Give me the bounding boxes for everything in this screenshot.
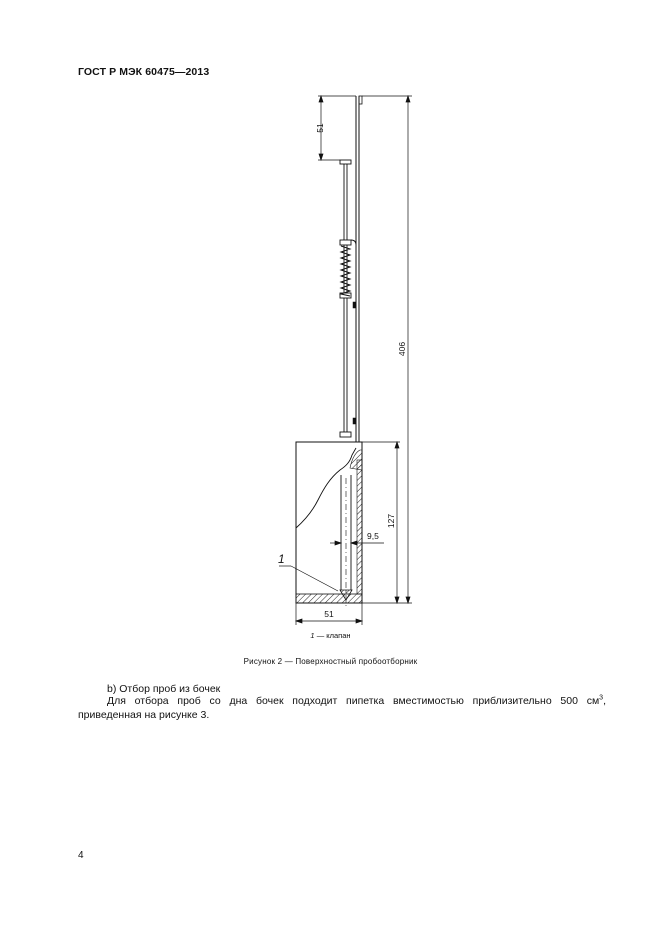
- body-paragraph: [78, 695, 606, 722]
- dim-container-height: 127: [386, 513, 396, 529]
- callout-number: 1: [278, 552, 285, 566]
- dimension-labels: [278, 123, 407, 619]
- paragraph-text-start: Для отбора проб со дна бочек подходит пипетка вместимостью приблизительно 500 см: [107, 695, 600, 707]
- spring: [341, 246, 350, 296]
- dim-total-height: 406: [397, 341, 407, 357]
- dimension-lines: [279, 96, 412, 625]
- sampler-container: [296, 442, 362, 606]
- figure-caption: Рисунок 2 — Поверхностный пробоотборник: [243, 657, 418, 666]
- dim-top-offset: 51: [315, 123, 325, 133]
- legend-text: — клапан: [316, 631, 351, 640]
- subsection-heading: b) Отбор проб из бочек: [107, 683, 221, 695]
- paragraph-text-end: , приведенная на рисунке 3.: [78, 695, 606, 721]
- plunger-stem: [340, 160, 356, 437]
- standard-header: ГОСТ Р МЭК 60475—2013: [78, 66, 210, 78]
- figure-legend: [0, 631, 661, 640]
- legend-number: 1: [310, 631, 315, 640]
- dim-container-width: 51: [324, 609, 334, 619]
- page-number: 4: [78, 850, 84, 861]
- paragraph-superscript: 3: [599, 694, 604, 702]
- dim-tube-diameter: 9,5: [367, 531, 379, 541]
- sampler-rod: [356, 96, 362, 442]
